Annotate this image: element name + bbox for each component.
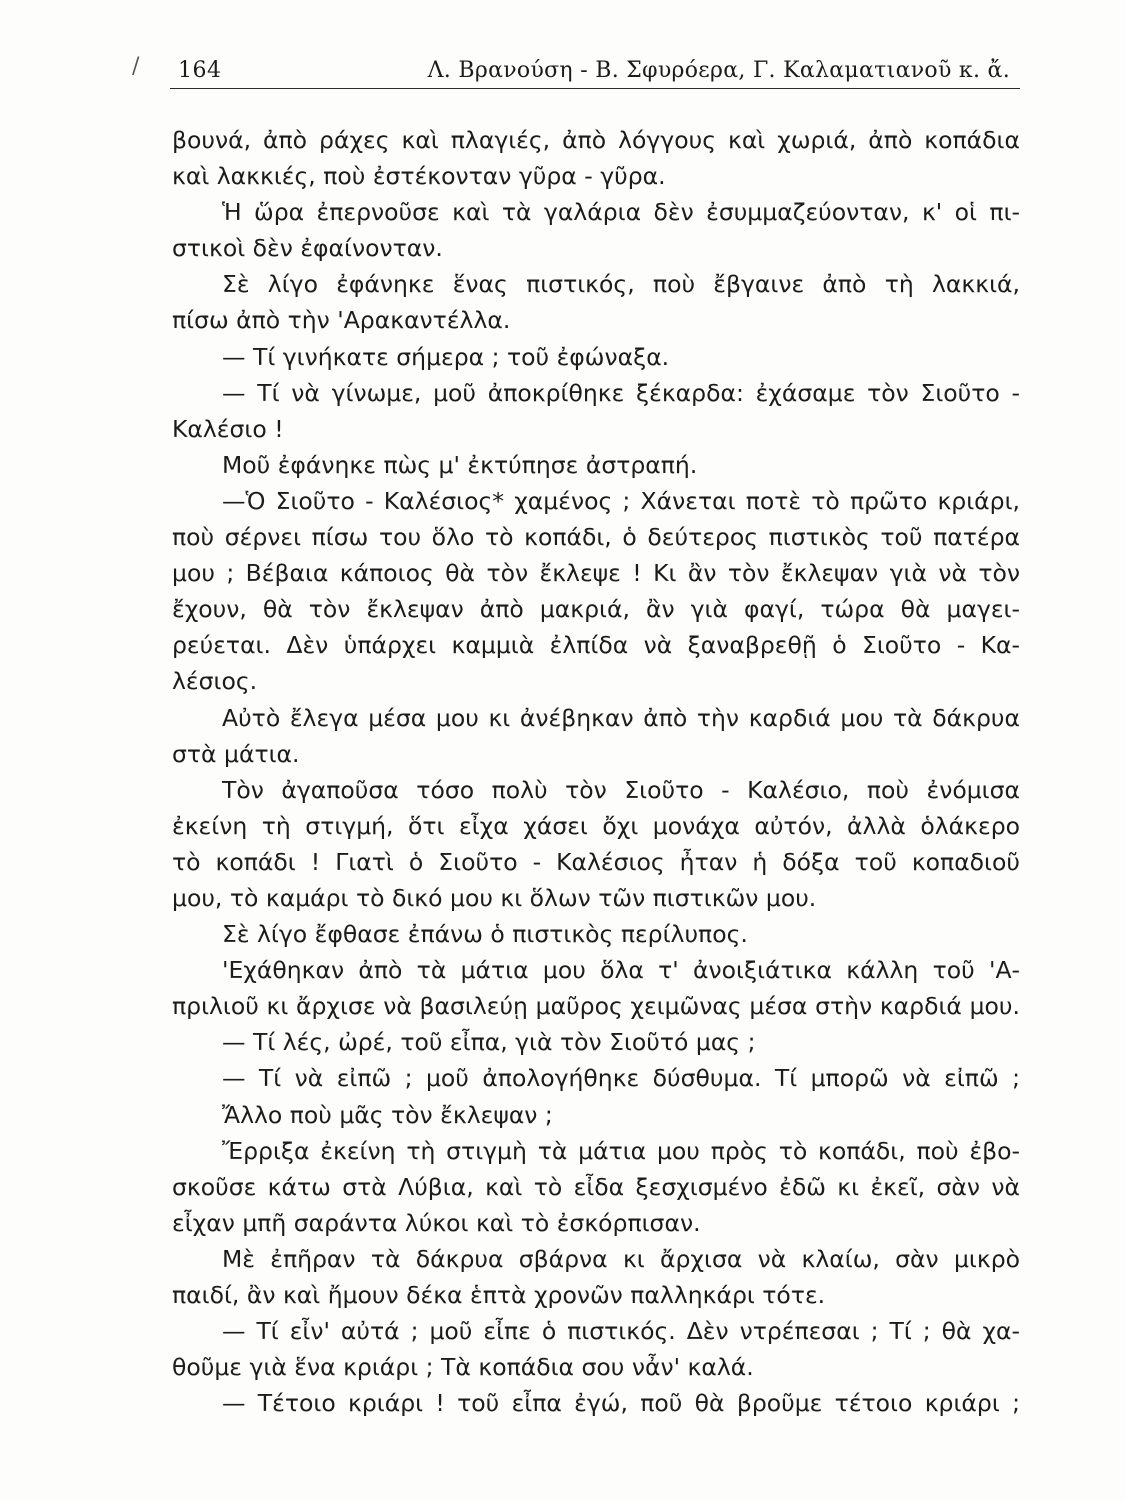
text-line: τὸ κοπάδι ! Γιατὶ ὁ Σιοῦτο - Καλέσιος ἦταν ἡ δόξα τοῦ κοπαδιοῦ xyxy=(172,847,1020,876)
text-line: Σὲ λίγο ἔφθασε ἐπάνω ὁ πιστικὸς περίλυπος. xyxy=(222,920,748,949)
text-line: 'Εχάθηκαν ἀπὸ τὰ μάτια μου ὅλα τ' ἀνοιξιάτικα κάλλη τοῦ 'Α- xyxy=(222,956,1020,985)
text-line: ἐκείνη τὴ στιγμή, ὅτι εἶχα χάσει ὄχι μονάχα αὐτόν, ἀλλὰ ὁλάκερο xyxy=(172,811,1020,840)
text-line: σκοῦσε κάτω στὰ Λύβια, καὶ τὸ εἶδα ξεσχισμένο ἐδῶ κι ἐκεῖ, σὰν νὰ xyxy=(172,1172,1020,1201)
margin-mark: / xyxy=(132,54,140,79)
text-line: ποὺ σέρνει πίσω του ὅλο τὸ κοπάδι, ὁ δεύτερος πιστικὸς τοῦ πατέρα xyxy=(172,523,1020,552)
text-line: Ἔρριξα ἐκείνη τὴ στιγμὴ τὰ μάτια μου πρὸς τὸ κοπάδι, ποὺ ἐβο- xyxy=(222,1136,1020,1165)
text-line: Ἡ ὥρα ἐπερνοῦσε καὶ τὰ γαλάρια δὲν ἐσυμμαζεύονταν, κ' οἱ πι- xyxy=(222,198,1020,227)
text-line: — Τέτοιο κριάρι ! τοῦ εἶπα ἐγώ, ποῦ θὰ βροῦμε τέτοιο κριάρι ; xyxy=(222,1389,1020,1418)
text-line: πίσω ἀπὸ τὴν 'Αρακαντέλλα. xyxy=(172,306,511,335)
text-line: Σὲ λίγο ἐφάνηκε ἕνας πιστικός, ποὺ ἔβγαινε ἀπὸ τὴ λακκιά, xyxy=(222,270,1020,299)
text-line: παιδί, ἂν καὶ ἤμουν δέκα ἑπτὰ χρονῶν παλληκάρι τότε. xyxy=(172,1281,826,1309)
text-line: — Τί λές, ὠρέ, τοῦ εἶπα, γιὰ τὸν Σιοῦτό μας ; xyxy=(222,1028,756,1057)
text-line: Καλέσιο ! xyxy=(172,414,284,443)
page-header xyxy=(170,56,1020,89)
text-line: — Τί γινήκατε σήμερα ; τοῦ ἐφώναξα. xyxy=(222,342,670,371)
text-line: — Τί νὰ γίνωμε, μοῦ ἀποκρίθηκε ξέκαρδα: ἐχάσαμε τὸν Σιοῦτο - xyxy=(222,378,1020,407)
text-line: πριλιοῦ κι ἄρχισε νὰ βασιλεύῃ μαῦρος χειμῶνας μέσα στὴν καρδιά μου. xyxy=(172,992,1020,1021)
text-line: βουνά, ἀπὸ ράχες καὶ πλαγιές, ἀπὸ λόγγους καὶ χωριά, ἀπὸ κοπάδια xyxy=(172,126,1020,154)
text-line: λέσιος. xyxy=(172,667,258,696)
text-line: — Τί εἶν' αὐτά ; μοῦ εἶπε ὁ πιστικός. Δὲν ντρέπεσαι ; Τί ; θὰ χα- xyxy=(222,1317,1020,1346)
body-text xyxy=(172,122,1020,1421)
text-line: θοῦμε γιὰ ἕνα κριάρι ; Τὰ κοπάδια σου νἆν' καλά. xyxy=(172,1353,754,1382)
text-line: ρεύεται. Δὲν ὑπάρχει καμμιὰ ἐλπίδα νὰ ξαναβρεθῇ ὁ Σιοῦτο - Κα- xyxy=(172,631,1020,660)
text-line: στὰ μάτια. xyxy=(172,739,300,768)
text-line: Ἄλλο ποὺ μᾶς τὸν ἔκλεψαν ; xyxy=(222,1100,553,1129)
running-head: Λ. Βρανούση - Β. Σφυρόερα, Γ. Καλαματιανοῦ κ. ἄ. xyxy=(427,58,1010,83)
text-line: μου, τὸ καμάρι τὸ δικό μου κι ὅλων τῶν πιστικῶν μου. xyxy=(172,883,817,912)
text-line: Μοῦ ἐφάνηκε πὼς μ' ἐκτύπησε ἀστραπή. xyxy=(222,450,698,479)
text-line: Αὐτὸ ἔλεγα μέσα μου κι ἀνέβηκαν ἀπὸ τὴν καρδιά μου τὰ δάκρυα xyxy=(222,703,1020,732)
text-line: —Ὁ Σιοῦτο - Καλέσιος* χαμένος ; Χάνεται ποτὲ τὸ πρῶτο κριάρι, xyxy=(222,486,1020,515)
page-number: 164 xyxy=(178,58,222,83)
text-line: — Τί νὰ εἰπῶ ; μοῦ ἀπολογήθηκε δύσθυμα. Τί μπορῶ νὰ εἰπῶ ; xyxy=(222,1064,1020,1093)
text-line: Τὸν ἀγαποῦσα τόσο πολὺ τὸν Σιοῦτο - Καλέσιο, ποὺ ἐνόμισα xyxy=(222,775,1020,804)
text-line: καὶ λακκιές, ποὺ ἐστέκονταν γῦρα - γῦρα. xyxy=(172,162,666,191)
text-line: Μὲ ἐπῆραν τὰ δάκρυα σβάρνα κι ἄρχισα νὰ κλαίω, σὰν μικρὸ xyxy=(222,1244,1020,1273)
text-line: εἶχαν μπῆ σαράντα λύκοι καὶ τὸ ἐσκόρπισαν. xyxy=(172,1208,701,1237)
text-line: ἔχουν, θὰ τὸν ἔκλεψαν ἀπὸ μακριά, ἂν γιὰ φαγί, τώρα θὰ μαγει- xyxy=(172,595,1020,624)
text-line: μου ; Βέβαια κάποιος θὰ τὸν ἔκλεψε ! Κι ἂν τὸν ἔκλεψαν γιὰ νὰ τὸν xyxy=(172,559,1020,588)
text-line: στικοὶ δὲν ἐφαίνονταν. xyxy=(172,234,443,263)
